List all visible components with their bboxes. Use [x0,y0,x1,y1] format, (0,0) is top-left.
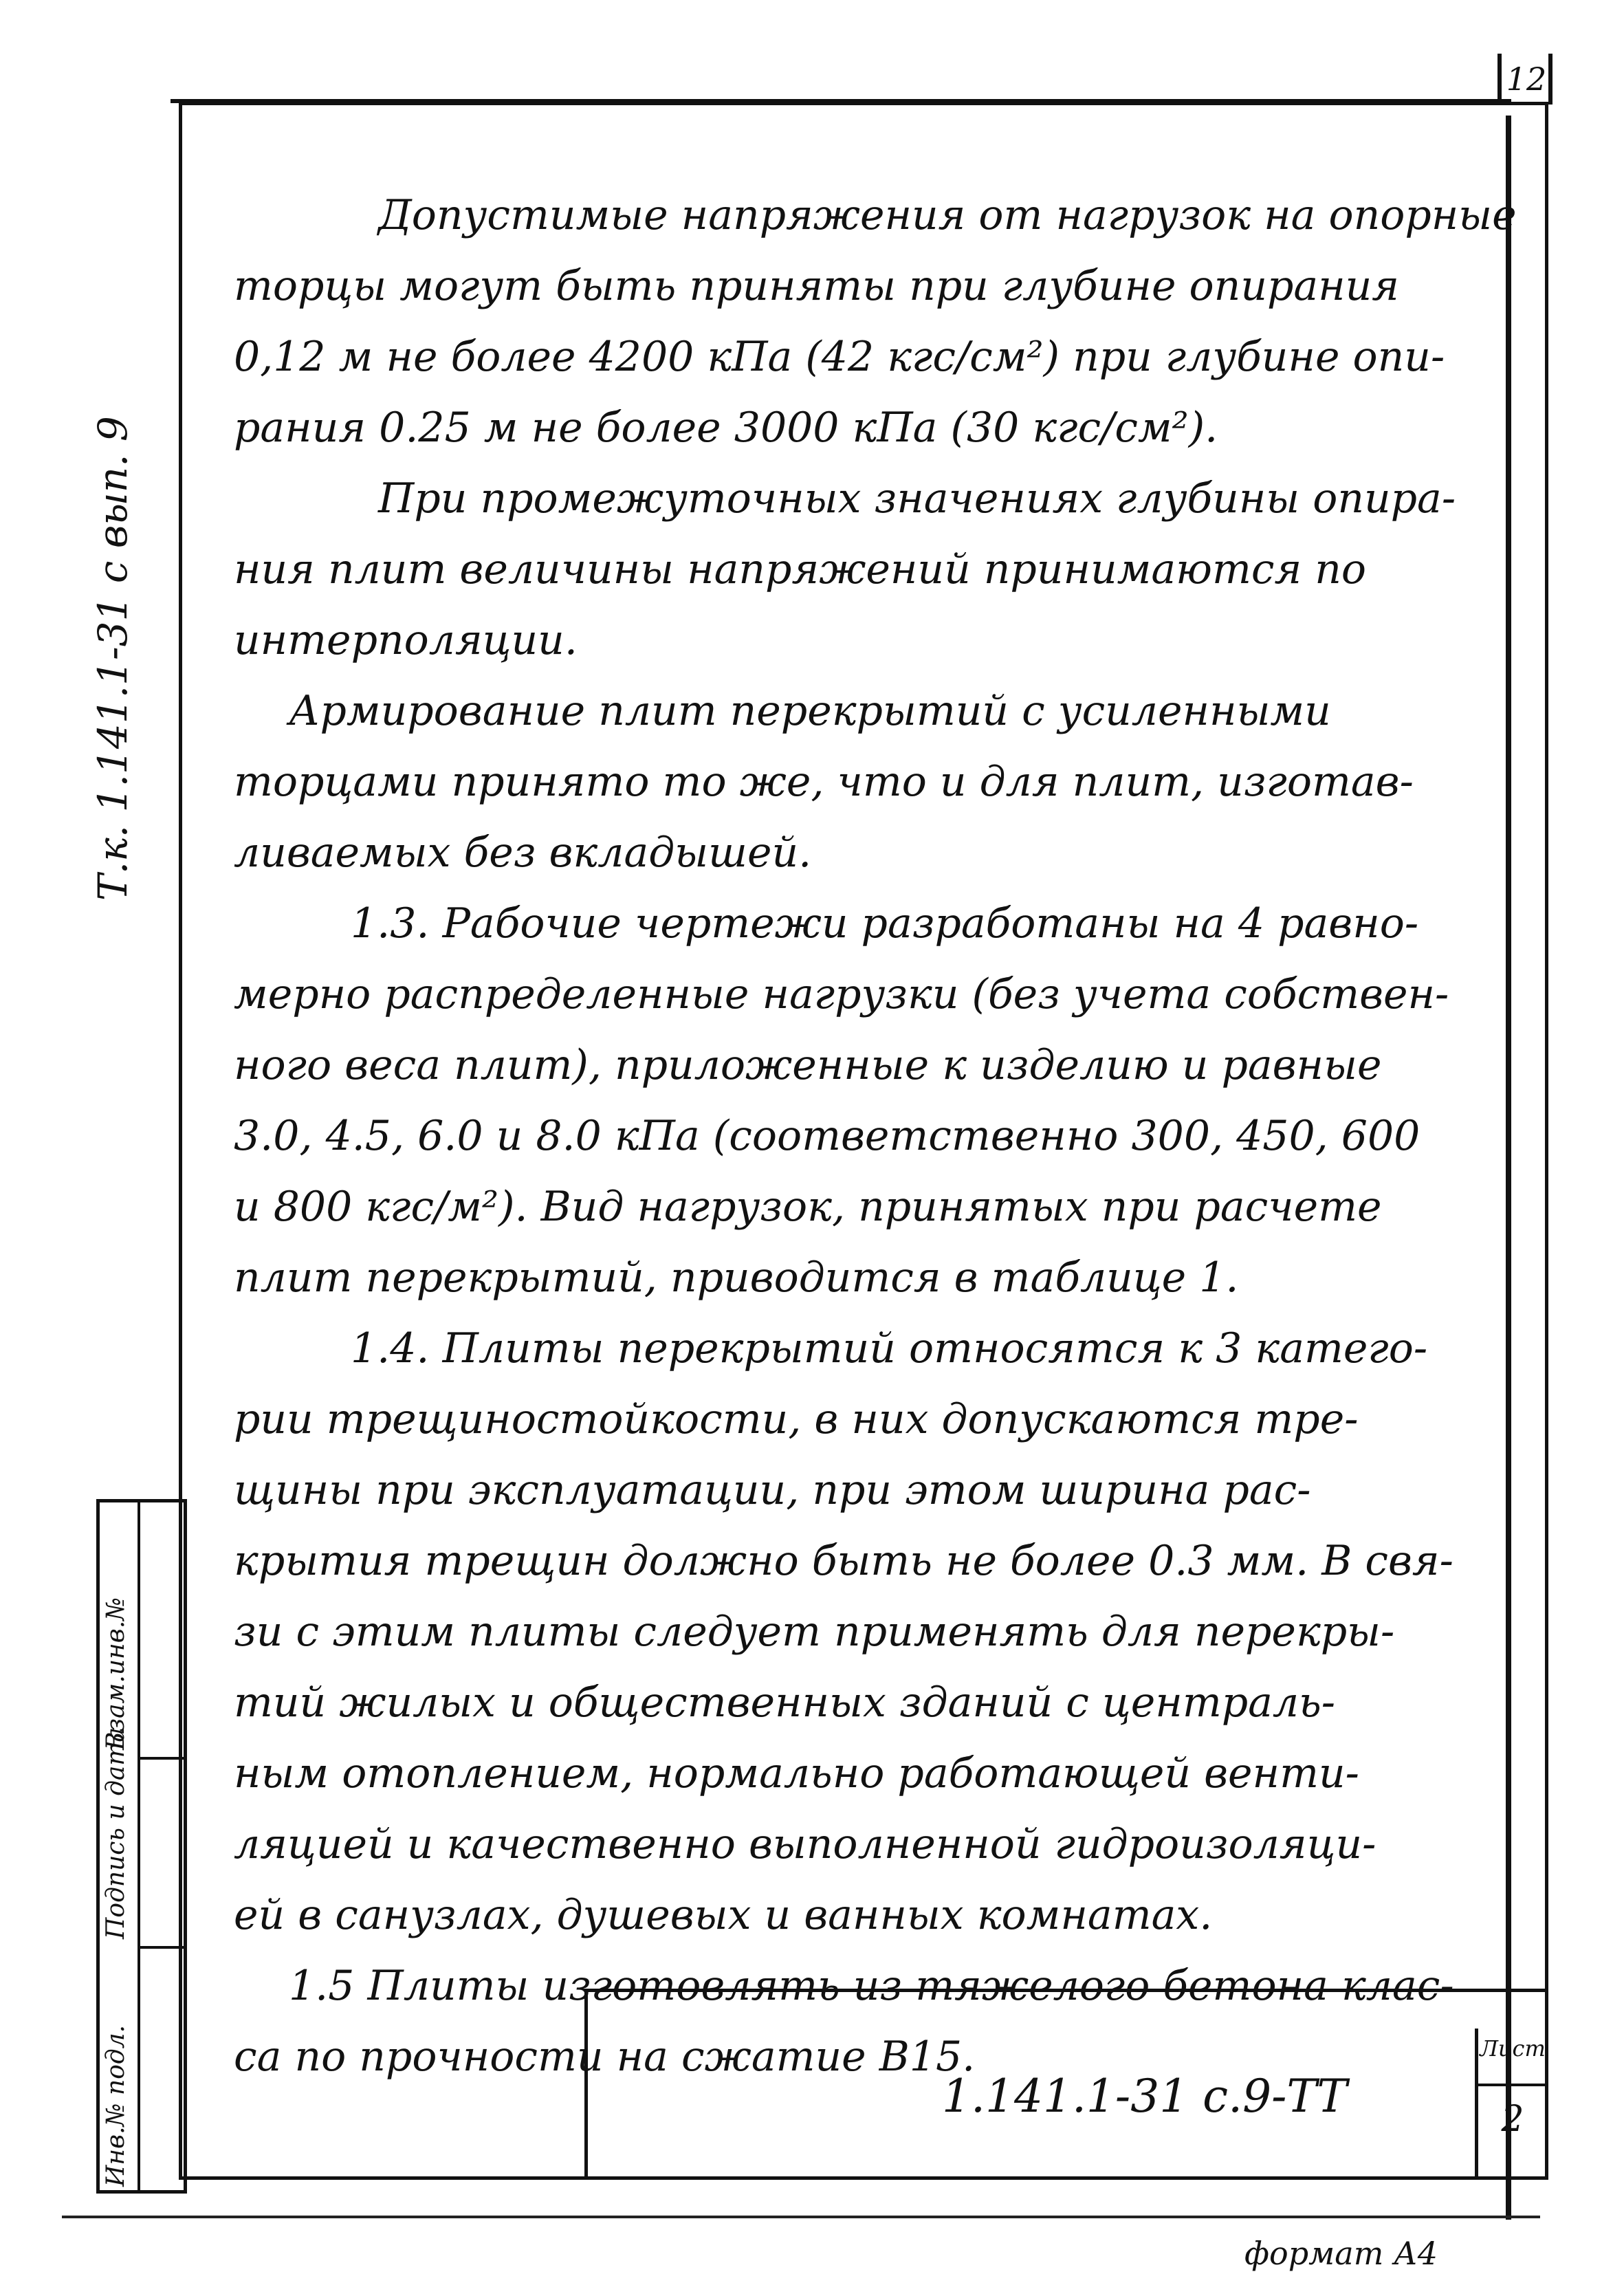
text-line: са по прочности на сжатие В15. [234,2033,976,2081]
paper-format-label: формат А4 [1244,2235,1438,2272]
sheet-number: 12 [1506,61,1547,98]
text-line: интерполяции. [234,616,578,664]
title-block-document-code: 1.141.1-31 с.9-ТТ [942,2070,1348,2123]
frame-bottom-rule [62,2216,1540,2218]
stamp-label-vzam: Взам.инв.№ [102,1597,130,1750]
text-line: 0,12 м не более 4200 кПа (42 кгс/см²) при глубине опи- [234,333,1445,381]
text-line: торцы могут быть приняты при глубине опирания [234,262,1400,310]
text-line: ляцией и качественно выполненной гидроизоляци- [234,1820,1376,1868]
text-line: зи с этим плиты следует применять для перекры- [234,1608,1395,1656]
text-line: ния плит величины напряжений принимаются по [234,545,1367,593]
text-line: ей в санузлах, душевых и ванных комнатах. [234,1891,1213,1939]
text-line: ным отоплением, нормально работающей венти- [234,1749,1359,1797]
text-line: 3.0, 4.5, 6.0 и 8.0 кПа (соответственно 300, 450, 600 [234,1112,1420,1160]
text-line: рии трещиностойкости, в них допускаются тре- [234,1395,1359,1443]
stamp-column-divider [138,1499,140,2194]
text-line: и 800 кгс/м²). Вид нагрузок, принятых при расчете [234,1183,1382,1231]
text-line: 1.4. Плиты перекрытий относятся к 3 катего- [351,1324,1428,1373]
text-line: торцами принято то же, что и для плит, изготав- [234,758,1414,806]
stamp-row-divider [138,1946,187,1949]
text-line: ливаемых без вкладышей. [234,829,812,877]
text-line: 1.5 Плиты изготовлять из тяжелого бетона клас- [289,1962,1454,2010]
stamp-label-inv-podl: Инв.№ подл. [102,2024,130,2187]
title-block-sheet-divider [1475,2084,1548,2086]
stamp-row-divider [138,1757,187,1760]
side-document-code: Т.к. 1.141.1-31 с вып. 9 [89,416,136,901]
text-line: Допустимые напряжения от нагрузок на опорные [378,191,1517,239]
text-line: крытия трещин должно быть не более 0.3 мм. В свя- [234,1537,1453,1585]
text-line: Армирование плит перекрытий с усиленными [289,687,1331,735]
title-block-sheet-label: Лист [1480,2035,1546,2062]
text-line: 1.3. Рабочие чертежи разработаны на 4 равно- [351,899,1419,948]
text-line: тий жилых и общественных зданий с централь- [234,1679,1336,1727]
text-line: щины при эксплуатации, при этом ширина рас- [234,1466,1311,1514]
text-line: При промежуточных значениях глубины опира- [378,474,1456,523]
text-line: плит перекрытий, приводится в таблице 1. [234,1254,1239,1302]
text-line: рания 0.25 м не более 3000 кПа (30 кгс/см²). [234,404,1218,452]
text-line: ного веса плит), приложенные к изделию и равные [234,1041,1382,1089]
text-line: мерно распределенные нагрузки (без учета собствен- [234,970,1449,1018]
stamp-label-podpis: Подпись и дата [102,1727,130,1939]
title-block-sheet-value: 2 [1501,2099,1524,2140]
